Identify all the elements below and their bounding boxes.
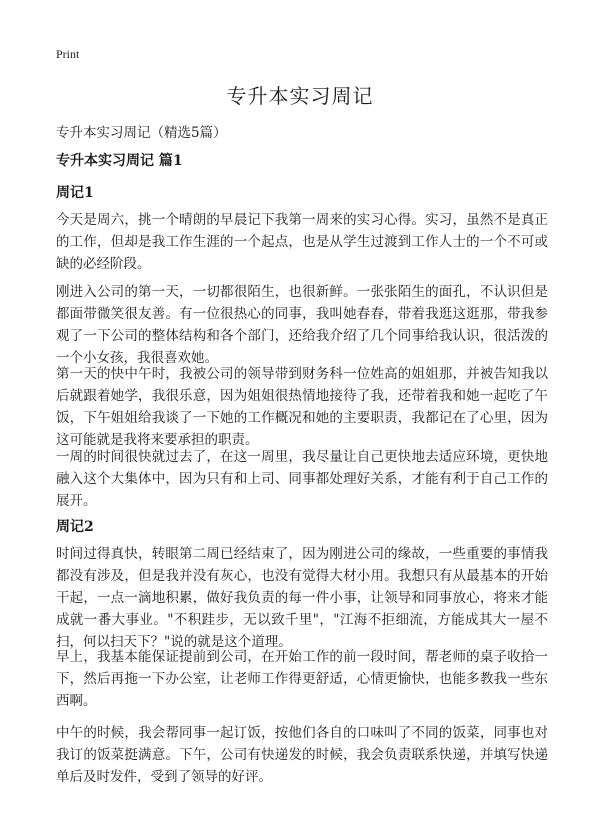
print-label: Print [56,47,80,61]
paragraph: 第一天的快中午时，我被公司的领导带到财务科一位姓高的姐姐那，并被告知我以后就跟着她学，我很乐意，因为姐姐很热情地接待了我，还带着我和她一起吃了午饭，下午姐姐给我谈了一下她的工作概况和她的主要职责，我都记在了心里，因为这可能就是我将来要承担的职责。 [56,366,548,448]
section-heading: 专升本实习周记 篇1 [56,153,183,169]
paragraph: 时间过得真快，转眼第二周已经结束了，因为刚进公司的缘故，一些重要的事情我都没有涉及，但是我并没有灰心，也没有觉得大材小用。我想只有从最基本的开始干起，一点一滴地积累，做好我负责的每一件小事，让领导和同事放心，将来才能成就一番大事业。"不积跬步，无以致千里"，"江海不拒细流，方能成其大一屋不扫，何以扫天下？"说的就是这个道理。 [56,546,548,650]
paragraph: 一周的时间很快就过去了，在这一周里，我尽量让自己更快地去适应环境，更快地融入这个大集体中，因为只有和上司、同事都处理好关系，才能有利于自己工作的展开。 [56,449,548,509]
paragraph: 中午的时候，我会帮同事一起订饭，按他们各自的口味叫了不同的饭菜，同事也对我订的饭菜挺满意。下午，公司有快递发的时候，我会负责联系快递，并填写快递单后及时发件，受到了领导的好评。 [56,725,548,785]
paragraph: 今天是周六，挑一个晴朗的早晨记下我第一周来的实习心得。实习，虽然不是真正的工作，但却是我工作生涯的一个起点，也是从学生过渡到工作人士的一个不可或缺的必经阶段。 [56,212,548,272]
week-1-heading: 周记1 [56,185,94,201]
document-subtitle: 专升本实习周记（精选5篇） [56,125,227,141]
paragraph: 刚进入公司的第一天，一切都很陌生，也很新鲜。一张张陌生的面孔，不认识但是都面带微笑很友善。有一位很热心的同事，我叫她春春，带着我逛这逛那，带我参观了一下公司的整体结构和各个部门，还给我介绍了几个同事给我认识，很活泼的一个小女孩，我很喜欢她。 [56,284,548,366]
week-2-heading: 周记2 [56,519,94,535]
document-title: 专升本实习周记 [226,84,374,108]
paragraph: 早上，我基本能保证提前到公司，在开始工作的前一段时间，帮老师的桌子收拾一下，然后再拖一下办公室，让老师工作得更舒适，心情更愉快，也能多教我一些东西啊。 [56,649,548,709]
